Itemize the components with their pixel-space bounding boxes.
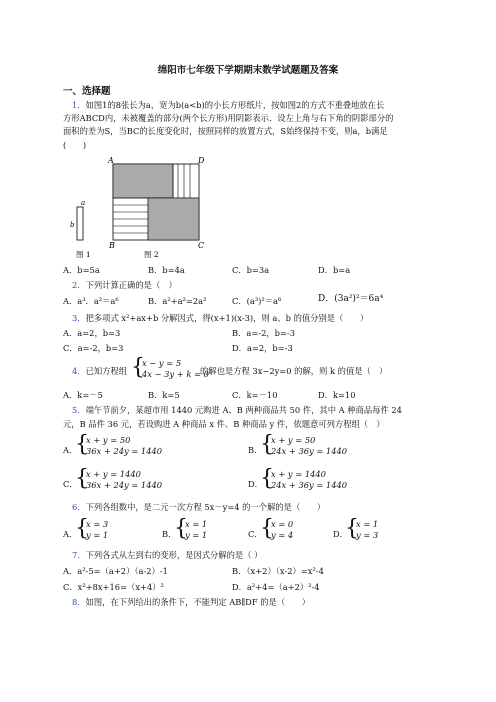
- q6-label-b: B．: [162, 529, 177, 539]
- figure2-caption: 图 2: [144, 250, 159, 259]
- q5-label-a: A．: [63, 445, 78, 455]
- vertex-d-label: D: [198, 156, 205, 165]
- figure1-caption: 图 1: [76, 250, 91, 259]
- q4-option-c: C．k=－10: [232, 390, 278, 400]
- q7-option-d: D．a²+4=（a+2）²-4: [232, 582, 320, 592]
- q5-label-c: C．: [63, 479, 78, 489]
- q3-option-b: B．a=-2，b=-3: [232, 328, 296, 338]
- q7-stem: 7．下列各式从左到右的变形，是因式分解的是（ ）: [72, 550, 263, 560]
- exam-page: 绵阳市七年级下学期期末数学试题题及答案 一、选择题 1．如图1的8张长为a，宽为b(a<b)的小长方形纸片，按如图2的方式不重叠地放在长 方形ABCD内，未被覆盖的部分(两个长方形)用阴影表示．设左上角与右下角的阴影部分的 面积的差为S，当BC的长度变化时，按照同样的放置方式，S始终保持不变，则a，b满足 ( ) A D B C a b 图 1 图 2 A．b=5a B．b=4a C．b=3a D．b=a 2．下列计算正确的是（ ） A．a³．a²＝a⁶ B．a²+a²=2a² C．(a³)²＝a⁶ D．(3a²)²＝6a⁴ 3．把多项式 x²+ax+b 分解因式，得(x+1)(x-3)，则 a、b 的值分别是（ ） A．a=2，b=3 B．a=-2，b=-3 C．a=-2，b=3 D．a=2，b=-3 4．已知方程组 { x − y = 5 4x − 3y + k = 0 的解也是方程 3x−2y=0 的解，则 k 的值是（ ） A．k=－5 B．k=5 C．k=－10 D．k=10 5．端午节前夕，某超市用 1440 元购进 A、B 两种商品共 50 件，其中 A 种商品每件 24 元，B 品件 36 元，若设购进 A 种商品 x 件、B 种商品 y 件，依题意可列方程组（ ） A． { x + y = 50 36x + 24y = 1440 B． { x + y = 50 24x + 36y = 1440 C． { x + y = 1440 36x + 24y = 1440 D． { x + y = 1440 24x + 36y = 1440 6．下列各组数中，是二元一次方程 5x－y=4 的一个解的是（ ） A． { x = 3 y = 1 B． { x = 1 y = 1 C． { x = 0 y = 4 D． { x = 1 y = 3 7．下列各式从左到右的变形，是因式分解的是（ ） A．a²-5=（a+2）（a-2）-1 B．（x+2）（x-2）=x²-4 C．x²+8x+16=（x+4）² D．a²+4=（a+2）²-4 8．如图，在下列给出的条件下，不能判定 AB∥DF 的是（ ）: [0, 0, 496, 702]
- q5-label-b: B．: [248, 445, 263, 455]
- q2-option-b: B．a²+a²=2a²: [148, 296, 207, 306]
- q1-option-b: B．b=4a: [148, 265, 185, 275]
- q1-option-c: C．b=3a: [232, 265, 270, 275]
- vertex-a-label: A: [108, 156, 114, 165]
- side-b-label: b: [70, 221, 75, 229]
- q5-option-b: x + y = 50 24x + 36y = 1440: [271, 435, 348, 456]
- q4-stem-post: 的解也是方程 3x−2y=0 的解，则 k 的值是（ ）: [200, 366, 388, 376]
- q5-line2: 元，B 品件 36 元，若设购进 A 种商品 x 件、B 种商品 y 件，依题意可列方程组（ ）: [63, 419, 385, 429]
- vertex-c-label: C: [198, 241, 205, 250]
- q4-option-b: B．k=5: [148, 390, 180, 400]
- shaded-top-left: [113, 164, 173, 198]
- q5-option-d: x + y = 1440 24x + 36y = 1440: [271, 469, 348, 490]
- q6-label-c: C．: [248, 529, 263, 539]
- q1-line3: 面积的差为S，当BC的长度变化时，按照同样的放置方式，S始终保持不变，则a，b满足: [63, 126, 388, 136]
- q5-option-c: x + y = 1440 36x + 24y = 1440: [86, 469, 163, 490]
- q6-stem: 6．下列各组数中，是二元一次方程 5x－y=4 的一个解的是（ ）: [72, 502, 326, 512]
- q5-label-d: D．: [248, 479, 263, 489]
- q1-figure: [68, 152, 213, 260]
- q3-option-d: D．a=2，b=-3: [232, 343, 293, 353]
- q6-option-b: x = 1 y = 1: [185, 519, 208, 540]
- q3-stem: 3．把多项式 x²+ax+b 分解因式，得(x+1)(x-3)，则 a、b 的值分别是（ ）: [72, 313, 369, 323]
- vertex-b-label: B: [109, 241, 115, 250]
- q7-option-c: C．x²+8x+16=（x+4）²: [63, 582, 164, 592]
- q1-line2: 方形ABCD内，未被覆盖的部分(两个长方形)用阴影表示．设左上角与右下角的阴影部分的: [63, 113, 394, 123]
- q1-option-a: A．b=5a: [63, 265, 100, 275]
- q6-option-a: x = 3 y = 1: [86, 519, 109, 540]
- q6-option-c: x = 0 y = 4: [271, 519, 294, 540]
- q5-line1: 5．端午节前夕，某超市用 1440 元购进 A、B 两种商品共 50 件，其中 A 种商品每件 24: [72, 405, 402, 415]
- section-heading: 一、选择题: [63, 86, 111, 97]
- side-a-label: a: [81, 199, 86, 207]
- q7-option-a: A．a²-5=（a+2）（a-2）-1: [63, 566, 168, 576]
- q4-stem-pre: 4．已知方程组: [72, 366, 128, 376]
- q6-label-d: D．: [333, 529, 348, 539]
- q7-option-b: B．（x+2）（x-2）=x²-4: [232, 566, 324, 576]
- q4-system: [142, 358, 209, 380]
- q4-eq1: x − y = 5: [142, 358, 182, 368]
- q4-option-d: D．k=10: [318, 390, 356, 400]
- q1-line4: ( ): [63, 140, 87, 150]
- q2-stem: 2．下列计算正确的是（ ）: [72, 280, 177, 290]
- q3-option-a: A．a=2，b=3: [63, 328, 121, 338]
- q1-line1: 1．如图1的8张长为a，宽为b(a<b)的小长方形纸片，按如图2的方式不重叠地放在长: [72, 100, 385, 110]
- figure1-rect: [77, 207, 83, 240]
- q2-option-c: C．(a³)²＝a⁶: [232, 296, 282, 306]
- page-title: 绵阳市七年级下学期期末数学试题题及答案: [157, 65, 339, 76]
- q8-stem: 8．如图，在下列给出的条件下，不能判定 AB∥DF 的是（ ）: [72, 597, 311, 607]
- q1-option-d: D．b=a: [318, 265, 351, 275]
- q4-eq2: 4x − 3y + k = 0: [142, 369, 209, 379]
- q5-option-a: x + y = 50 36x + 24y = 1440: [86, 435, 163, 456]
- q2-option-a: A．a³．a²＝a⁶: [63, 296, 119, 306]
- q4-option-a: A．k=－5: [63, 390, 103, 400]
- q6-option-d: x = 1 y = 3: [356, 519, 379, 540]
- q6-label-a: A．: [63, 529, 78, 539]
- q2-option-d: D．(3a²)²＝6a⁴: [318, 294, 384, 304]
- shaded-bottom-right: [148, 198, 199, 240]
- q1-number: 1．: [72, 100, 86, 110]
- q3-option-c: C．a=-2，b=3: [63, 343, 124, 353]
- q4-brace: {: [131, 355, 145, 380]
